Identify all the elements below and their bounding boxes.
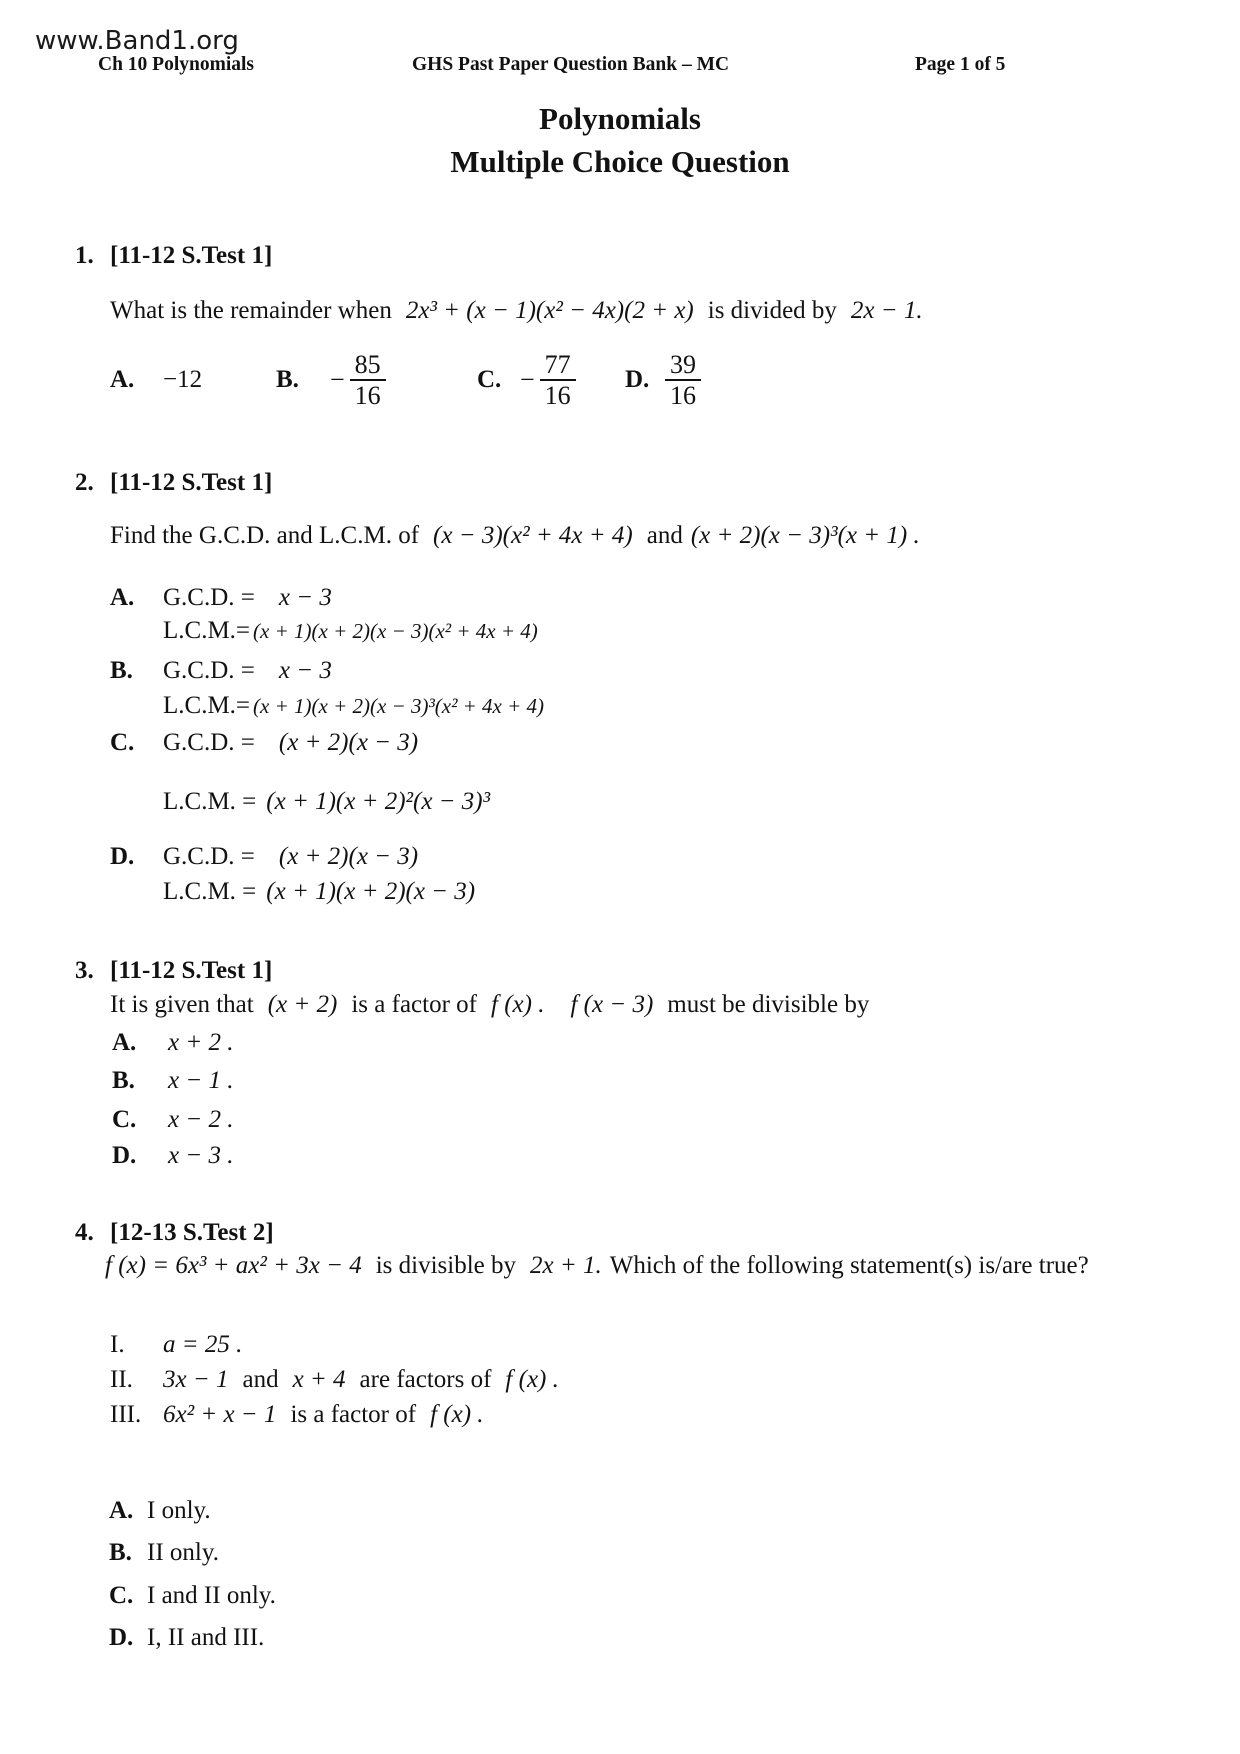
stem-math: (x + 2)(x − 3)³(x + 1) . — [690, 522, 920, 549]
question-tag: [12-13 S.Test 2] — [110, 1219, 274, 1246]
question-3-options — [0, 1030, 1240, 1168]
question-1 — [0, 243, 1240, 412]
question-4 — [0, 1220, 1240, 1650]
question-1-header — [0, 243, 1240, 269]
stem-text: Find the G.C.D. and L.C.M. of — [110, 522, 420, 549]
question-number: 4. — [75, 1219, 94, 1246]
statement-math: 3x − 1 — [163, 1366, 229, 1393]
option-letter: C. — [110, 729, 135, 756]
option-c-lcm — [0, 789, 1240, 814]
stem-math: (x − 3)(x² + 4x + 4) — [433, 522, 633, 549]
header-page-number: Page 1 of 5 — [915, 54, 1006, 75]
option-letter: B. — [276, 366, 299, 393]
option-a — [0, 1030, 1240, 1055]
option-b — [0, 1540, 1240, 1565]
option-value: −12 — [163, 366, 203, 393]
question-1-stem — [0, 298, 1240, 324]
header-bank-title: GHS Past Paper Question Bank – MC — [412, 54, 730, 75]
question-2 — [0, 470, 1240, 904]
statement-math: a = 25 . — [163, 1331, 243, 1358]
stem-text: must be divisible by — [667, 991, 870, 1018]
option-b-lcm — [0, 693, 1240, 719]
fraction-denominator: 16 — [354, 381, 381, 410]
option-d — [0, 1143, 1240, 1168]
option-a-gcd — [0, 585, 1240, 610]
question-4-statements — [0, 1332, 1240, 1427]
option-letter: C. — [477, 366, 502, 393]
statement-1 — [0, 1332, 1240, 1357]
option-a — [0, 1498, 1240, 1523]
option-d — [0, 1625, 1240, 1650]
option-b — [276, 348, 386, 412]
option-letter: A. — [112, 1029, 137, 1056]
stem-text: It is given that — [110, 991, 254, 1018]
fraction — [350, 351, 386, 409]
lcm-value: (x + 1)(x + 2)(x − 3) — [266, 878, 476, 905]
stem-text: Which of the following statement(s) is/are true? — [609, 1252, 1089, 1279]
question-1-options — [0, 348, 1240, 412]
question-number: 2. — [75, 469, 94, 496]
gcd-label: G.C.D. = — [163, 584, 255, 611]
option-d-gcd — [0, 844, 1240, 869]
option-value: I and II only. — [147, 1582, 276, 1609]
gcd-value: (x + 2)(x − 3) — [278, 843, 419, 870]
option-b-gcd — [0, 658, 1240, 683]
statement-math: f (x) . — [505, 1366, 559, 1393]
option-letter: B. — [112, 1067, 135, 1094]
option-value: I only. — [147, 1497, 211, 1524]
document-title: Polynomials — [539, 101, 701, 136]
stem-math: f (x) . — [491, 991, 545, 1018]
option-letter: D. — [110, 843, 135, 870]
option-c — [0, 1107, 1240, 1132]
stem-math: 2x + 1. — [530, 1252, 602, 1279]
page-header — [0, 54, 1240, 78]
option-value: x − 3 . — [168, 1142, 234, 1169]
stem-text: What is the remainder when — [110, 297, 392, 324]
option-letter: A. — [110, 366, 135, 393]
fraction-numerator: 85 — [350, 351, 386, 381]
question-3 — [0, 958, 1240, 1168]
gcd-value: x − 3 — [278, 657, 332, 684]
stem-math: f (x − 3) — [570, 991, 654, 1018]
stem-text: and — [646, 522, 683, 549]
gcd-label: G.C.D. = — [163, 657, 255, 684]
fraction-sign: − — [330, 365, 345, 394]
question-4-options — [0, 1498, 1240, 1650]
option-d-lcm — [0, 879, 1240, 904]
lcm-value: (x + 1)(x + 2)²(x − 3)³ — [266, 788, 491, 815]
lcm-label: L.C.M. = — [163, 878, 257, 905]
fraction-denominator: 16 — [544, 381, 571, 410]
statement-label: I. — [110, 1331, 125, 1358]
statement-2 — [0, 1367, 1240, 1392]
gcd-label: G.C.D. = — [163, 843, 255, 870]
question-tag: [11-12 S.Test 1] — [110, 957, 273, 984]
question-2-stem — [0, 523, 1240, 549]
question-2-header — [0, 470, 1240, 496]
option-letter: D. — [625, 366, 650, 393]
statement-math: x + 4 — [292, 1366, 346, 1393]
option-letter: A. — [109, 1497, 134, 1524]
site-watermark: www.Band1.org — [35, 26, 239, 56]
document-subtitle: Multiple Choice Question — [450, 144, 790, 179]
gcd-value: (x + 2)(x − 3) — [278, 729, 419, 756]
stem-math: (x + 2) — [267, 991, 338, 1018]
fraction — [540, 351, 576, 409]
statement-math: f (x) . — [430, 1401, 484, 1428]
lcm-label: L.C.M.= — [163, 617, 251, 644]
option-b — [0, 1068, 1240, 1093]
gcd-value: x − 3 — [278, 584, 332, 611]
question-tag: [11-12 S.Test 1] — [110, 242, 273, 269]
option-letter: B. — [109, 1539, 132, 1566]
statement-text: and — [242, 1366, 279, 1393]
fraction-denominator: 16 — [670, 381, 696, 410]
question-tag: [11-12 S.Test 1] — [110, 469, 273, 496]
question-3-stem — [0, 992, 1240, 1018]
question-4-stem — [0, 1253, 1240, 1279]
header-chapter: Ch 10 Polynomials — [98, 54, 255, 75]
option-value: x − 1 . — [168, 1067, 234, 1094]
stem-text: is a factor of — [351, 991, 477, 1018]
statement-math: 6x² + x − 1 — [163, 1401, 277, 1428]
option-letter: C. — [109, 1582, 134, 1609]
option-letter: A. — [110, 584, 135, 611]
option-a — [110, 348, 202, 412]
stem-math: 2x³ + (x − 1)(x² − 4x)(2 + x) — [405, 297, 694, 324]
statement-text: are factors of — [359, 1366, 492, 1393]
lcm-value: (x + 1)(x + 2)(x − 3)³(x² + 4x + 4) — [253, 694, 545, 718]
option-letter: B. — [110, 657, 133, 684]
option-c — [477, 348, 576, 412]
fraction-numerator: 39 — [665, 351, 701, 381]
option-letter: D. — [109, 1624, 134, 1651]
question-number: 1. — [75, 242, 94, 269]
statement-text: is a factor of — [290, 1401, 417, 1428]
lcm-label: L.C.M. = — [163, 788, 257, 815]
option-a-lcm — [0, 618, 1240, 644]
fraction — [665, 351, 701, 409]
option-value: I, II and III. — [147, 1624, 265, 1651]
option-value: II only. — [147, 1539, 219, 1566]
stem-text: is divisible by — [375, 1252, 516, 1279]
question-3-header — [0, 958, 1240, 984]
stem-math: f (x) = 6x³ + ax² + 3x − 4 — [105, 1252, 362, 1279]
statement-label: II. — [110, 1366, 133, 1393]
lcm-label: L.C.M.= — [163, 692, 251, 719]
fraction-numerator: 77 — [540, 351, 576, 381]
option-d — [625, 348, 701, 412]
statement-3 — [0, 1402, 1240, 1427]
stem-math: 2x − 1. — [850, 297, 923, 324]
option-value: x + 2 . — [168, 1029, 234, 1056]
lcm-value: (x + 1)(x + 2)(x − 3)(x² + 4x + 4) — [253, 619, 538, 643]
stem-text: is divided by — [707, 297, 837, 324]
statement-label: III. — [110, 1401, 142, 1428]
question-number: 3. — [75, 957, 94, 984]
question-2-options — [0, 585, 1240, 904]
option-c-gcd — [0, 730, 1240, 755]
option-letter: C. — [112, 1106, 137, 1133]
option-letter: D. — [112, 1142, 137, 1169]
option-c — [0, 1583, 1240, 1608]
question-4-header — [0, 1220, 1240, 1246]
fraction-sign: − — [520, 365, 535, 394]
option-value: x − 2 . — [168, 1106, 234, 1133]
gcd-label: G.C.D. = — [163, 729, 255, 756]
